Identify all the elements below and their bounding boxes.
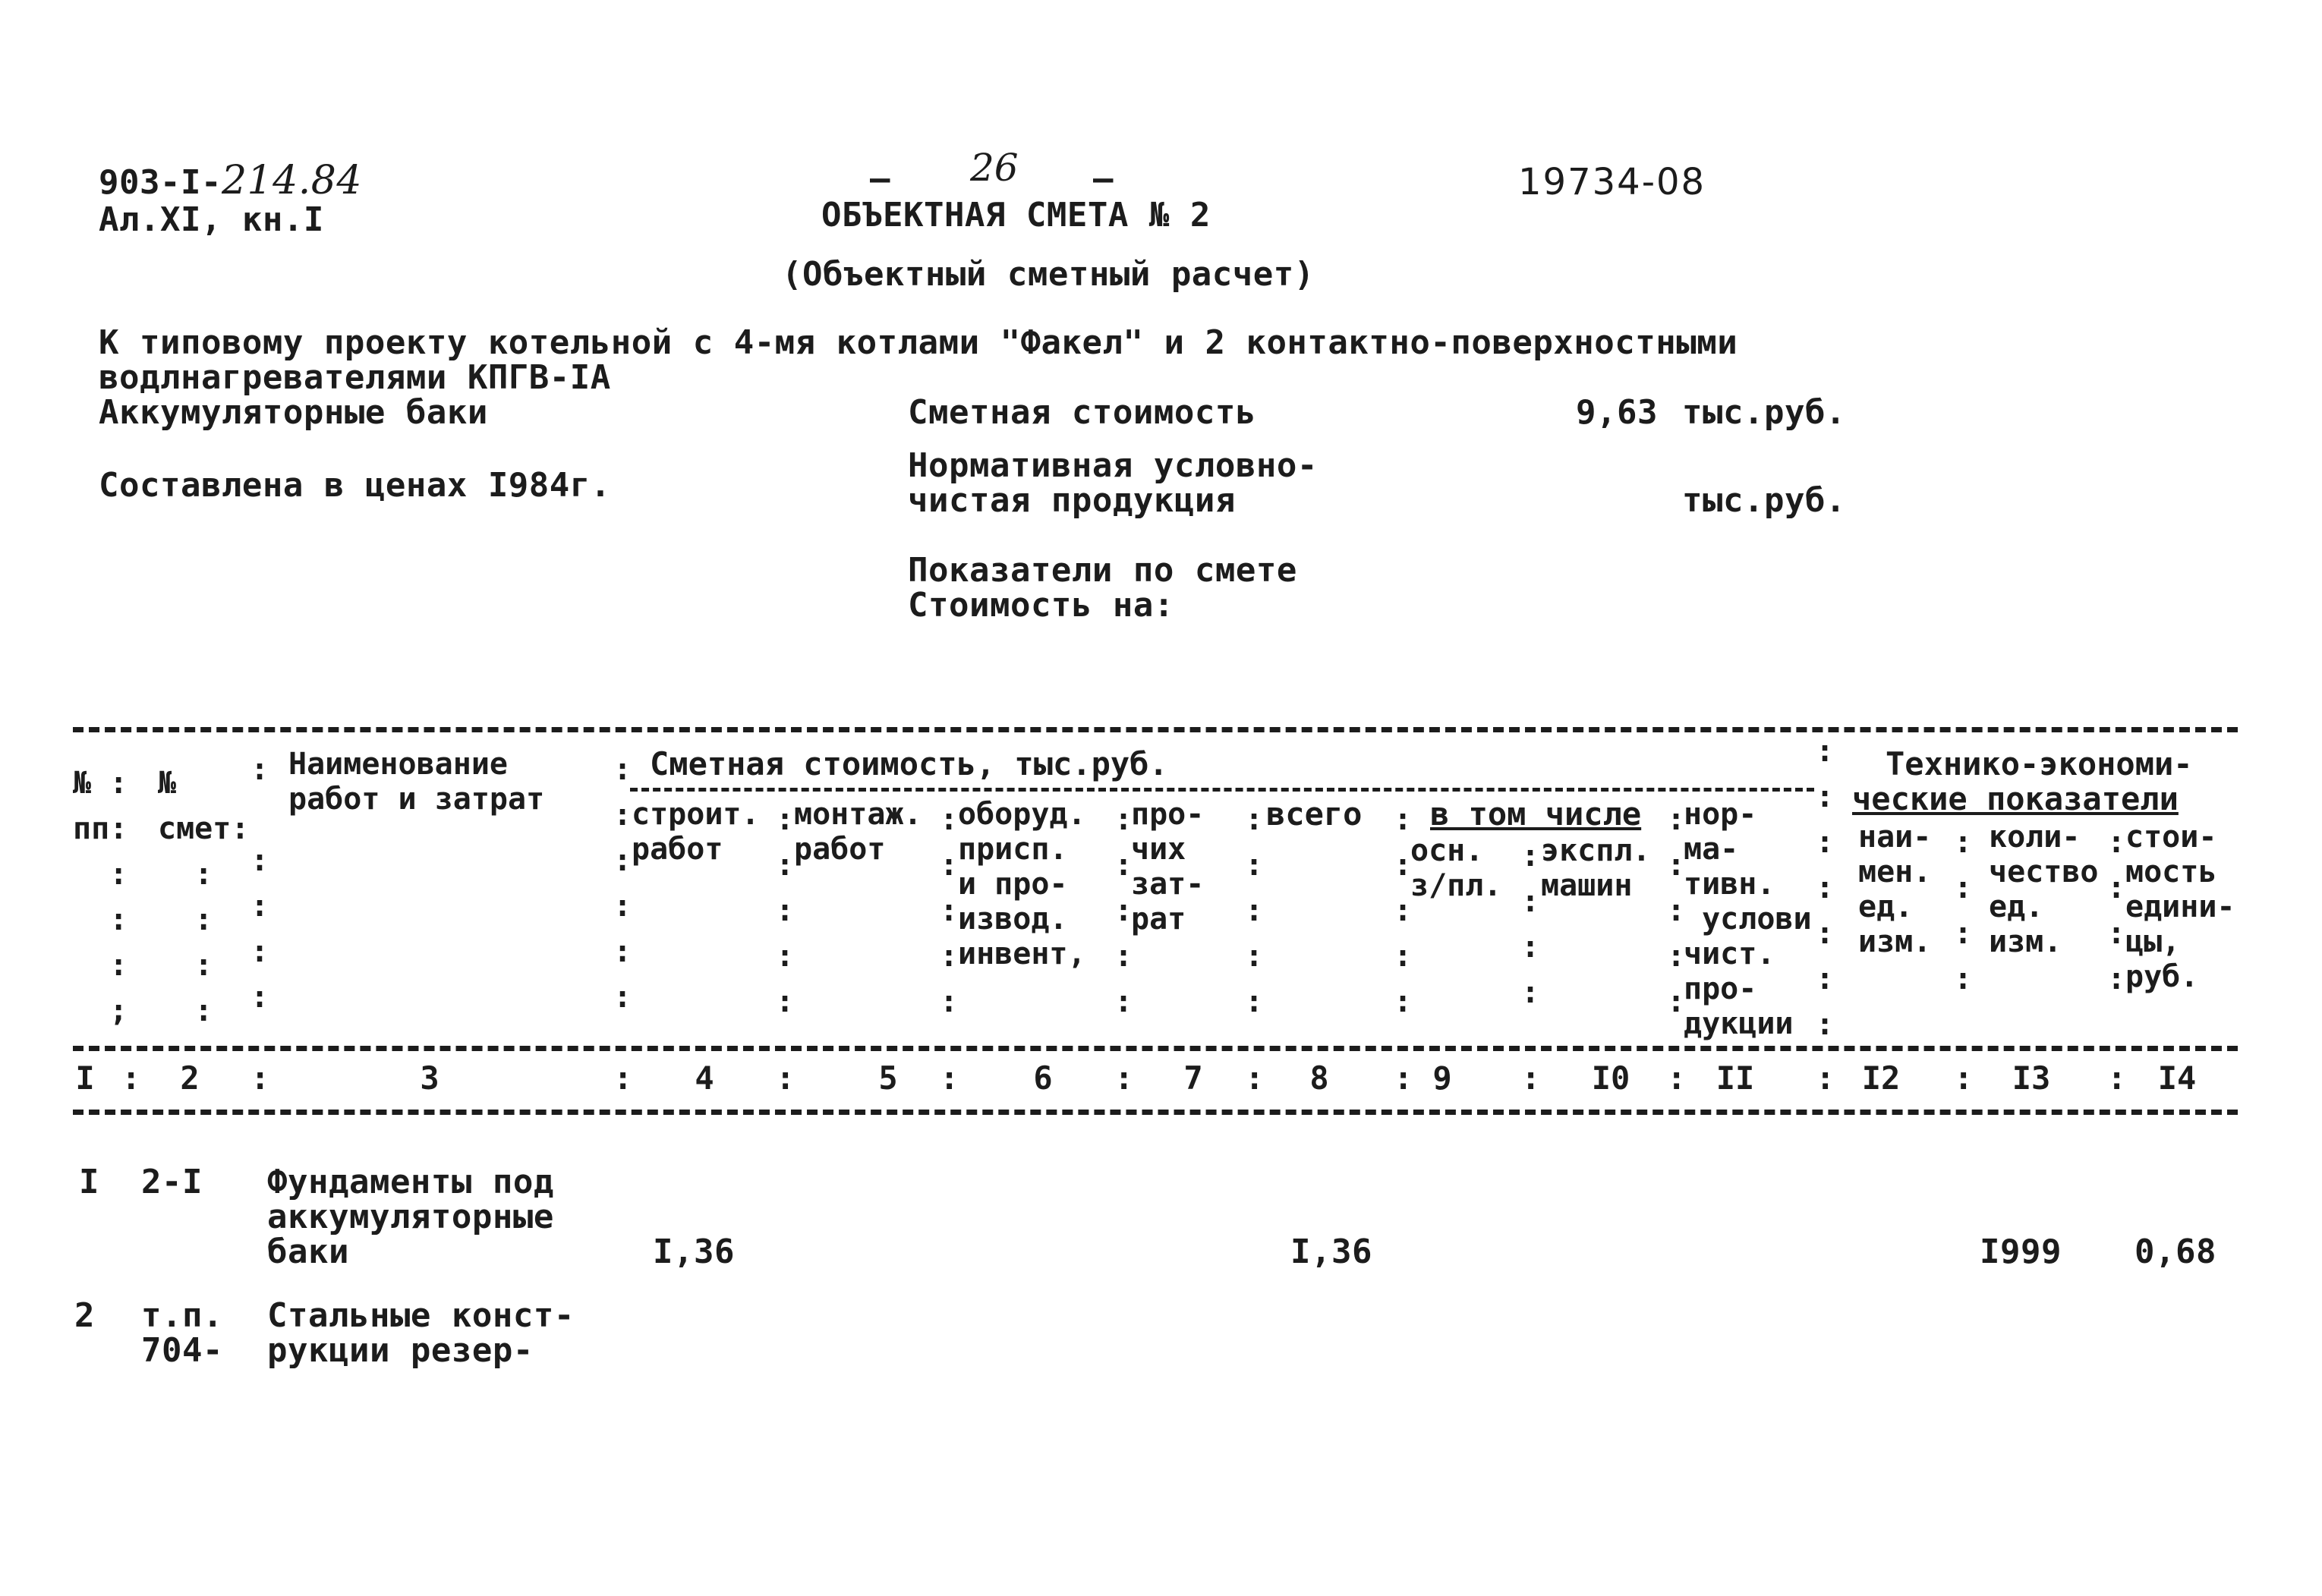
col-header-sep1: : : : : : — [250, 752, 269, 1015]
column-number: I4 — [2157, 1059, 2197, 1097]
col-header-total: всего — [1266, 795, 1363, 833]
indicators-label: Показатели по смете — [908, 551, 1297, 590]
row-name-line: рукции резер- — [267, 1331, 534, 1370]
row-quantity: I999 — [1980, 1232, 2062, 1271]
column-number: I — [75, 1059, 95, 1097]
album-reference: Ал.XI, кн.I — [99, 200, 324, 239]
col-header-machines: экспл. машин — [1541, 833, 1651, 903]
col-header-price: стои- мость едини- цы, руб. — [2125, 820, 2235, 994]
project-code — [99, 158, 362, 203]
col-header-sep3: : : : : : — [776, 802, 795, 1019]
column-separator: : — [1245, 1059, 1265, 1097]
column-separator: : — [121, 1059, 141, 1097]
norm-label-line1: Нормативная условно- — [908, 446, 1318, 485]
table-top-rule — [73, 727, 2238, 732]
project-code-handwritten: 214.84 — [221, 158, 362, 203]
header-bottom-rule — [73, 1046, 2238, 1051]
column-separator: : — [2107, 1059, 2127, 1097]
col-header-sep10: : : : : : : : — [1816, 734, 1835, 1042]
col-header-other: про- чих зат- рат — [1131, 797, 1205, 937]
row-number: I — [79, 1163, 99, 1201]
col-header-cost-group: Сметная стоимость, тыс.руб. — [650, 745, 1168, 782]
column-separator: : — [1521, 1059, 1541, 1097]
page-dash-right: – — [1093, 159, 1114, 198]
project-code-prefix: 903-I- — [99, 163, 222, 202]
document-subtitle: (Объектный сметный расчет) — [782, 255, 1315, 294]
cost-unit: тыс.руб. — [1682, 393, 1846, 432]
column-separator: : — [1394, 1059, 1413, 1097]
column-separator: : — [250, 1059, 270, 1097]
project-description-line2: водлнагревателями КПГВ-IA — [99, 358, 611, 397]
row-smet-line: т.п. — [141, 1296, 223, 1335]
col-header-unit: наи- мен. ед. изм. — [1858, 820, 1932, 959]
column-number: I2 — [1861, 1059, 1901, 1097]
col-header-sep12: : : : : — [2107, 825, 2126, 996]
col-header-mont: монтаж. работ — [794, 797, 922, 867]
col-header-sep8: : : : : — [1521, 839, 1540, 1010]
column-separator: : — [1667, 1059, 1687, 1097]
col-header-sep9: : : : : : — [1667, 802, 1686, 1019]
col-header-qty: коли- чество ед. изм. — [1989, 820, 2099, 959]
object-name: Аккумуляторные баки — [99, 393, 488, 432]
norm-label-line2: чистая продукция — [908, 481, 1236, 520]
column-separator: : — [776, 1059, 796, 1097]
cost-group-rule — [630, 788, 1814, 792]
column-separator: : — [940, 1059, 959, 1097]
col-header-sep5: : : : : : — [1114, 802, 1133, 1019]
row-name-line: аккумуляторные — [267, 1198, 554, 1236]
column-number: 9 — [1432, 1059, 1452, 1097]
col-header-build: строит. работ — [632, 797, 760, 867]
prices-note: Составлена в ценах I984г. — [99, 466, 611, 505]
col-header-sep11: : : : : — [1954, 825, 1973, 996]
column-number: II — [1716, 1059, 1755, 1097]
column-separator: : — [1816, 1059, 1835, 1097]
row-smet: 2-I — [141, 1163, 203, 1201]
norm-unit: тыс.руб. — [1682, 481, 1846, 520]
col-header-sep7: : : : : : — [1394, 802, 1413, 1019]
page-dash-left: – — [870, 159, 890, 198]
col-header-sep4: : : : : : — [940, 802, 959, 1019]
column-number: 3 — [420, 1059, 440, 1097]
col-header-wage: осн. з/пл. — [1410, 833, 1502, 903]
row-name-line: Стальные конст- — [267, 1296, 575, 1335]
col-header-incl: в том числе — [1430, 795, 1642, 833]
row-name-line: баки — [267, 1232, 349, 1271]
row-total-cost: I,36 — [1290, 1232, 1372, 1271]
col-header-sep6: : : : : : — [1245, 802, 1264, 1019]
row-build-cost: I,36 — [653, 1232, 735, 1271]
cost-per-label: Стоимость на: — [908, 586, 1174, 625]
column-number: 2 — [180, 1059, 200, 1097]
document-title: ОБЪЕКТНАЯ СМЕТА № 2 — [821, 196, 1211, 235]
col-header-equip: оборуд. присп. и про- извод. инвент, — [958, 797, 1086, 971]
column-number: I3 — [2012, 1059, 2051, 1097]
archive-stamp-number: 19734-08 — [1518, 161, 1706, 203]
column-number: 7 — [1183, 1059, 1203, 1097]
col-header-num: № : пп: : : : ; — [73, 766, 128, 1028]
col-header-sep2: : : : : : : — [613, 752, 632, 1015]
column-separator: : — [613, 1059, 633, 1097]
column-number: 6 — [1033, 1059, 1053, 1097]
row-name-line: Фундаменты под — [267, 1163, 554, 1201]
column-number: 8 — [1309, 1059, 1329, 1097]
cost-label: Сметная стоимость — [908, 393, 1256, 432]
cost-value: 9,63 — [1576, 393, 1658, 432]
col-header-tech-group-line2: ческие показатели — [1852, 780, 2179, 817]
row-smet-line: 704- — [141, 1331, 223, 1370]
page-number: 26 — [970, 146, 1019, 190]
row-number: 2 — [74, 1296, 95, 1335]
column-number-bottom-rule — [73, 1110, 2238, 1115]
col-header-name: Наименование работ и затрат — [288, 747, 545, 817]
column-number: 5 — [878, 1059, 898, 1097]
column-separator: : — [1114, 1059, 1134, 1097]
column-number: I0 — [1591, 1059, 1630, 1097]
col-header-tech-group-line1: Технико-экономи- — [1886, 745, 2193, 782]
row-unit-price: 0,68 — [2135, 1232, 2216, 1271]
col-header-norm: нор- ма- тивн. услови чист. про- дукции — [1684, 797, 1812, 1041]
column-number: 4 — [695, 1059, 714, 1097]
project-description-line1: К типовому проекту котельной с 4-мя котлами "Факел" и 2 контактно-поверхностными — [99, 323, 1738, 362]
col-header-smet: № смет: : : : : — [158, 766, 250, 1028]
column-separator: : — [1954, 1059, 1974, 1097]
